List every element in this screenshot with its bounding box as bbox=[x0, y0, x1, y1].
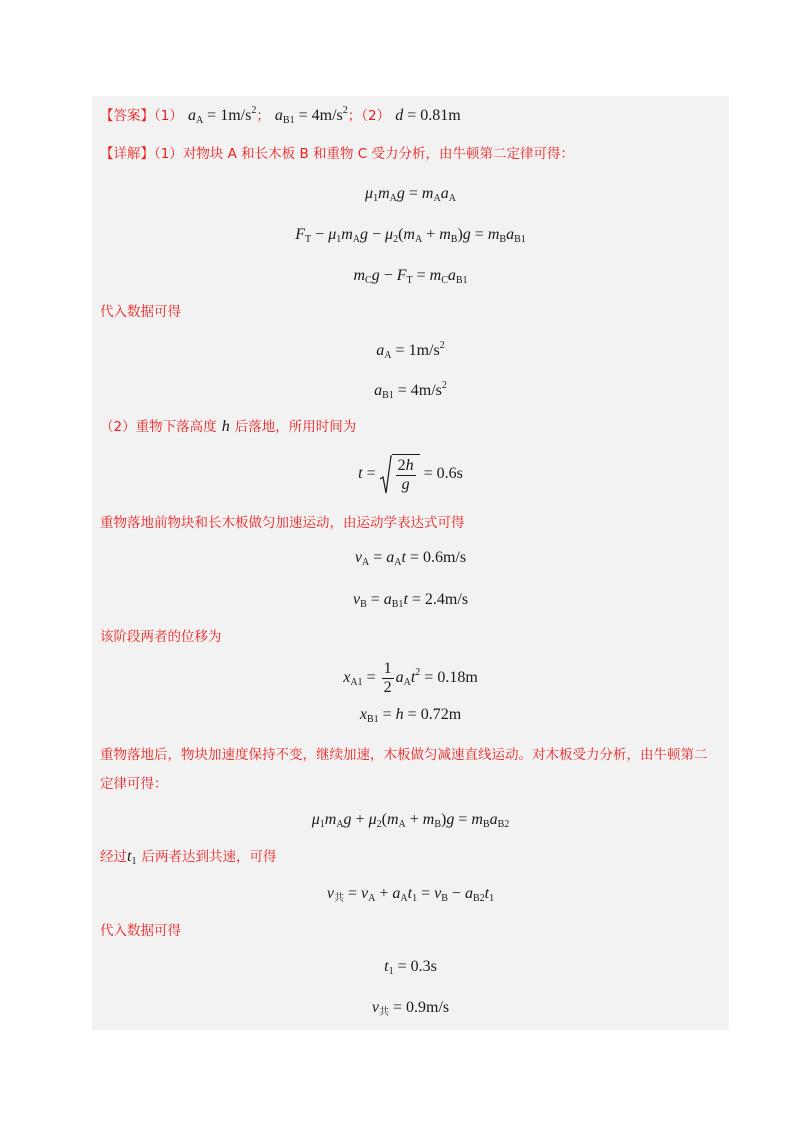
substitute-line-2: 代入数据可得 bbox=[100, 923, 181, 939]
equation-t1-result: $t_1 = 0.3s$ bbox=[384, 958, 437, 977]
equation-aB1-result: $a_{B1} = 4m/s^2$ bbox=[374, 380, 447, 401]
answer-part2-label: （2） bbox=[361, 108, 391, 124]
equation-b-dynamics: $F_T - \mu_1m_Ag - \mu_2(m_A + m_B)g = m_Ba_{B1}$ bbox=[295, 226, 526, 245]
equation-aA-result: $a_A = 1m/s^2$ bbox=[376, 340, 445, 361]
equation-c-dynamics: $m_Cg - F_T = m_Ca_{B1}$ bbox=[353, 267, 468, 286]
after-land-line-2: 定律可得： bbox=[100, 776, 168, 792]
answer-d: d = 0.81m bbox=[395, 107, 461, 124]
equation-a-dynamics: $\mu_1m_Ag = m_Aa_A$ bbox=[365, 185, 456, 204]
answer-aB1: $a_{B1} = 4m/s^2$ bbox=[274, 105, 348, 126]
step2-line: （2）重物下落高度 h 后落地，所用时间为 bbox=[100, 418, 357, 435]
common-speed-line: 经过$t_1$ 后两者达到共速，可得 bbox=[100, 848, 277, 867]
detail-tag: 【详解】 bbox=[100, 146, 154, 162]
equation-xB1: $x_{B1} = h = 0.72m$ bbox=[359, 706, 462, 725]
radical-sign-icon bbox=[380, 455, 392, 495]
before-land-line: 重物落地前物块和长木板做匀加速运动，由运动学表达式可得 bbox=[100, 515, 465, 531]
displacement-line: 该阶段两者的位移为 bbox=[100, 629, 222, 645]
answer-part1-label: （1） bbox=[154, 108, 183, 124]
equation-common-speed: $v_共 = v_A + a_At_1 = v_B - a_{B2}t_1$ bbox=[326, 885, 495, 904]
substitute-line-1: 代入数据可得 bbox=[100, 304, 181, 320]
equation-vB: $v_B = a_{B1}t = 2.4m/s$ bbox=[352, 591, 469, 610]
answer-aA: $a_A = 1m/s^2$ bbox=[187, 105, 257, 126]
answer-line: 【答案】（1） $a_A = 1m/s^2$； $a_{B1} = 4m/s^2$；（2） d = 0.81m bbox=[100, 105, 461, 126]
detail-line bbox=[100, 143, 574, 164]
detail-intro: （1）对物块 A 和长木板 B 和重物 C 受力分析，由牛顿第二定律可得： bbox=[154, 146, 575, 162]
solution-panel bbox=[92, 96, 729, 1030]
sqrt-expression: $\frac{2h}{g}$ bbox=[380, 454, 420, 495]
equation-vA: $v_A = a_At = 0.6m/s$ bbox=[354, 549, 467, 568]
equation-xA1: $x_{A1}$ = $\frac{1}{2}$ $a_At^2 = 0.18m$ bbox=[343, 659, 478, 696]
equation-vcommon-result: $v_共 = 0.9m/s$ bbox=[371, 999, 450, 1018]
equation-b-decel: $\mu_1m_Ag + \mu_2(m_A + m_B)g = m_Ba_{B2}$ bbox=[311, 811, 510, 830]
answer-tag: 【答案】 bbox=[100, 108, 154, 124]
equation-fall-time: t = $\frac{2h}{g}$ = 0.6s bbox=[92, 454, 729, 495]
after-land-line-1: 重物落地后，物块加速度保持不变，继续加速，木板做匀减速直线运动。对木板受力分析，由牛顿第二 bbox=[100, 747, 708, 763]
